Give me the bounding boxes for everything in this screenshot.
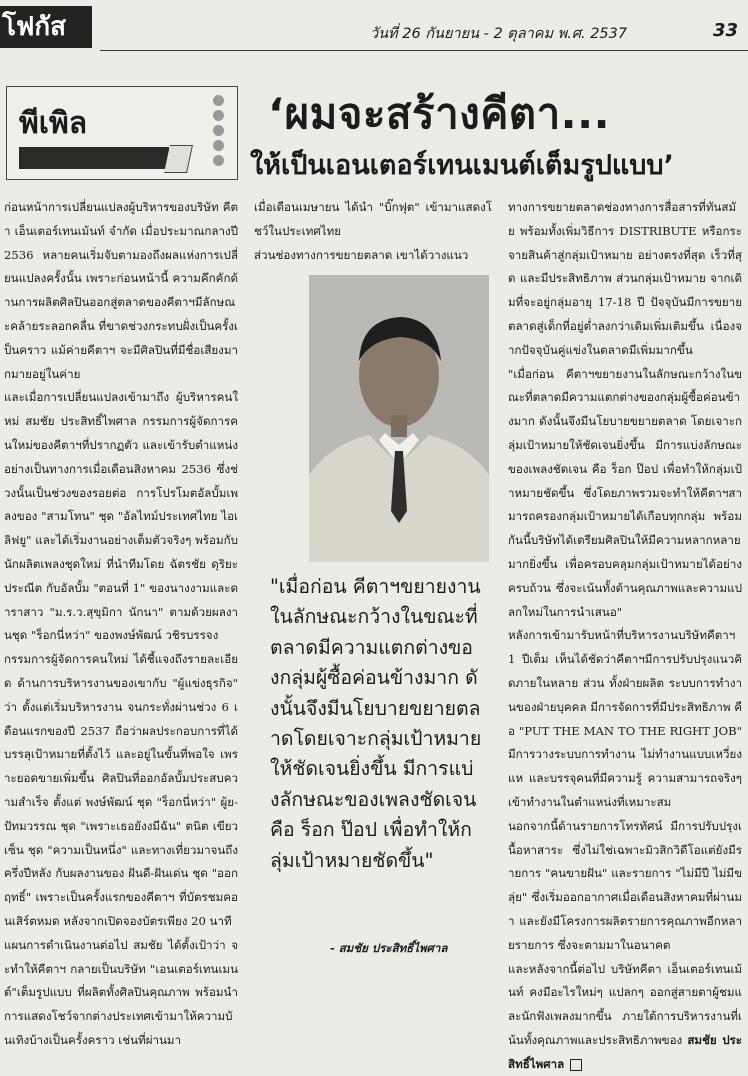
paragraph: และเมื่อการเปลี่ยนแปลงเข้ามาถึง ผู้บริหารคนใหม่ สมชัย ประสิทธิ์ไพศาล กรรมการผู้จัดการคนใหม่ของคีตาฯที่ปรากฏตัว และเข้ารับตำแหน่งอย่างเป็นทางการเมื่อเดือนสิงหาคม 2536 ซึ่งช่วงนั้นเป็นช่วงของรอยต่อ การโปรโมตอัลบั้มเพลงของ "สามโทน" ชุด "อัลไทม์ประเทศไทย ไอเลิฟยู" และได้เริ่มงานอย่างเต็มตัวจริงๆ พร้อมกับนักผลิตเพลงชุดใหม่ ที่นำทีมโดย ฉัตรชัย ดุริยะประณีต กับอัลบั้ม "ตอนที่ 1" ของนางงามและดาราสาว "ม.ร.ว.สุขุมิกา นักนา" ตามด้วยผลงานชุด "ร็อกนี่หว่า" ของพงษ์พัฒน์ วชิรบรรจง	[4, 386, 238, 648]
subheadline: ให้เป็นเอนเตอร์เทนเมนต์เต็มรูปแบบ’	[250, 146, 745, 186]
header-rule	[100, 50, 748, 51]
paragraph: ทางการขยายตลาดช่องทางการสื่อสารที่ทันสมัย พร้อมทั้งเพิ่มวิธีการ DISTRIBUTE หรือกระจายสินค้าสู่กลุ่มเป้าหมาย อย่างตรงที่สุด เร็วที่สุด และมีประสิทธิภาพ ส่วนกลุ่มเป้าหมาย จากเดิมที่จะอยู่กลุ่มอายุ 17-18 ปี ปัจจุบันมีการขยายตลาดสู่เด็กที่อยู่ต่ำลงกว่าเดิมเพิ่มเติมขึ้น เนื่องจากปัจจุบันคู่แข่งในตลาดมีเพิ่มมากขึ้น	[508, 196, 742, 363]
paragraph: แผนการดำเนินงานต่อไป สมชัย ได้ตั้งเป้าว่า จะทำให้คีตาฯ กลายเป็นบริษัท "เอนเตอร์เทนเมนต์"เต็มรูปแบบ ที่ผลิตทั้งศิลปินคุณภาพ พร้อมนำการแสดงโชว์จากต่างประเทศเข้ามาให้ความบันเทิงบ้างเป็นครั้งคราว เช่นที่ผ่านมา	[4, 934, 238, 1053]
portrait-photo	[309, 275, 489, 562]
column-label: พีเพิล	[19, 107, 87, 141]
paragraph: เมื่อเดือนเมษายน ได้นำ "บิ๊กฟุต" เข้ามาแสดงโชว์ในประเทศไทย	[254, 196, 492, 244]
end-mark-icon	[570, 1059, 582, 1071]
page-number: 33	[713, 20, 738, 41]
paragraph: นอกจากนี้ด้านรายการโทรทัศน์ มีการปรับปรุงเนื้อหาสาระ ซึ่งไม่ใช่เฉพาะมิวสิกวิดีโอแต่ยังมีรายการ "คนขายฝัน" และรายการ "ไม่มีปี ไม่มีขลุ่ย" ซึ่งเริ่มออกอากาศเมื่อเดือนสิงหาคมที่ผ่านมา และยังมีโครงการผลิตรายการคุณภาพอีกหลายรายการ ซึ่งจะตามมาในอนาคต	[508, 815, 742, 958]
issue-date: วันที่ 26 กันยายน - 2 ตุลาคม พ.ศ. 2537	[370, 22, 627, 45]
paragraph: ส่วนช่องทางการขยายตลาด เขาได้วางแนว	[254, 244, 492, 268]
article-column-1	[4, 196, 238, 980]
byline: สมชัย ประสิทธิ์ไพศาล	[508, 1033, 742, 1071]
paragraph-text: และหลังจากนี้ต่อไป บริษัทคีตา เอ็นเตอร์เทนเม้นท์ คงมีอะไรใหม่ๆ แปลกๆ ออกสู่สายตาผู้ชมและนักฟังเพลงมากขึ้น ภายใต้การบริหารงานที่เน้นทั้งคุณภาพและประสิทธิภาพของ	[508, 962, 742, 1047]
logo-cap-icon	[164, 145, 193, 173]
paragraph: กรรมการผู้จัดการคนใหม่ ได้ชี้แจงถึงรายละเอียด ด้านการบริหารงานของเขากับ "ผู้แข่งธุรกิจ" ว่า ตั้งแต่เริ่มบริหารงาน จนกระทั่งผ่านช่วง 6 เดือนแรกของปี 2537 ถือว่าผลประกอบการที่ได้บรรลุเป้าหมายที่ตั้งไว้ และอยู่ในขั้นที่พอใจ เพราะยอดขายเพิ่มขึ้น ศิลปินที่ออกอัลบั้มประสบความสำเร็จ ตั้งแต่ พงษ์พัฒน์ ชุด "ร็อกนี่หว่า" ผู้ย-ปัทมวรรณ ชุด "เพราะเธอยังงมีฉัน" ตนิต เขียวเซ็น ชุด "ความเป็นหนึ่ง" และทางเที่ยวมาจนถึงครึ่งปีหลัง กับผลงานของ ฝันดี-ฝันเด่น ชุด "ออกฤทธิ์" เพราะเป็นครั้งแรกของคีตาฯ ที่บัตรชมคอนเสิร์ตหมด หลังจากเปิดจองบัตรเพียง 20 นาที	[4, 648, 238, 934]
dots-icon	[213, 95, 224, 170]
column-logo	[6, 86, 238, 180]
paragraph: หลังการเข้ามารับหน้าที่บริหารงานบริษัทคีตาฯ 1 ปีเต็ม เห็นได้ชัดว่าคีตาฯมีการปรับปรุงแนวคิดภายในหลาย ส่วน ทั้งฝ่ายผลิต ระบบการทำงานของฝ่ายบุคคล มีการจัดการที่มีประสิทธิภาพ คือ "PUT THE MAN TO THE RIGHT JOB" มีการวางระบบการทำงาน ไม่ทำงานแบบเหวี่ยงแห และบรรจุคนที่มีความรู้ ความสามารถจริงๆ เข้าทำงานในตำแหน่งที่เหมาะสม	[508, 624, 742, 814]
paragraph: ก่อนหน้าการเปลี่ยนแปลงผู้บริหารของบริษัท คีตา เอ็นเตอร์เทนเม้นท์ จำกัด เมื่อประมาณกลางปี 2536 หลายคนเริ่มจับตามองถึงผลแห่งการเปลี่ยนแปลงครั้งนั้น เพราะก่อนหน้านี้ ความคึกคักด้านการผลิตศิลปินออกสู่ตลาดของคีตาฯมีลักษณะคล้ายระลอกคลื่น ที่ขาดช่วงกระทบฝั่งเป็นครั้งเป็นคราว แม้ค่ายคีตาฯ จะมีศิลปินที่มีชื่อเสียงมากมายอยู่ในค่าย	[4, 196, 238, 386]
pull-quote-attribution: - สมชัย ประสิทธิ์ไพศาล	[330, 940, 447, 958]
headline: ‘ผมจะสร้างคีตา...	[268, 86, 738, 142]
article-column-2	[254, 196, 492, 256]
paragraph: "เมื่อก่อน คีตาฯขยายงานในลักษณะกว้างในขณะที่ตลาดมีความแตกต่างของกลุ่มผู้ซื้อค่อนข้างมาก ดังนั้นจึงมีนโยบายขยายตลาด โดยเจาะกลุ่มเป้าหมายให้ชัดเจนยิ่งขึ้น มีการแบ่งลักษณะของเพลงชัดเจน คือ ร็อก ป๊อป เพื่อทำให้กลุ่มเป้าหมายชัดขึ้น ซึ่งโดยภาพรวมจะทำให้คีตาฯสามารถครองกลุ่มเป้าหมายได้เกือบทุกกลุ่ม พร้อมกันนี้บริษัทได้เตรียมศิลปินให้มีความหลากหลายมากยิ่งขึ้น เพื่อครอบคลุมกลุ่มเป้าหมายได้อย่างครบถ้วน ซึ่งจะเน้นทั้งด้านคุณภาพและความแปลกใหม่ในการนำเสนอ"	[508, 363, 742, 625]
article-column-3	[508, 196, 742, 980]
person-icon	[309, 275, 489, 562]
section-tag: โฟกัส	[0, 6, 92, 48]
paragraph	[508, 958, 742, 1076]
pull-quote: "เมื่อก่อน คีตาฯขยายงานในลักษณะกว้างในขณะที่ตลาดมีความแตกต่างของกลุ่มผู้ซื้อค่อนข้างมาก ดังนั้นจึงมีนโยบายขยายตลาดโดยเจาะกลุ่มเป้าหมายให้ชัดเจนยิ่งขึ้น มีการแบ่งลักษณะของเพลงชัดเจน คือ ร็อก ป๊อป เพื่อทำให้กลุ่มเป้าหมายชัดขึ้น"	[270, 572, 482, 876]
logo-bar-icon	[19, 147, 169, 169]
